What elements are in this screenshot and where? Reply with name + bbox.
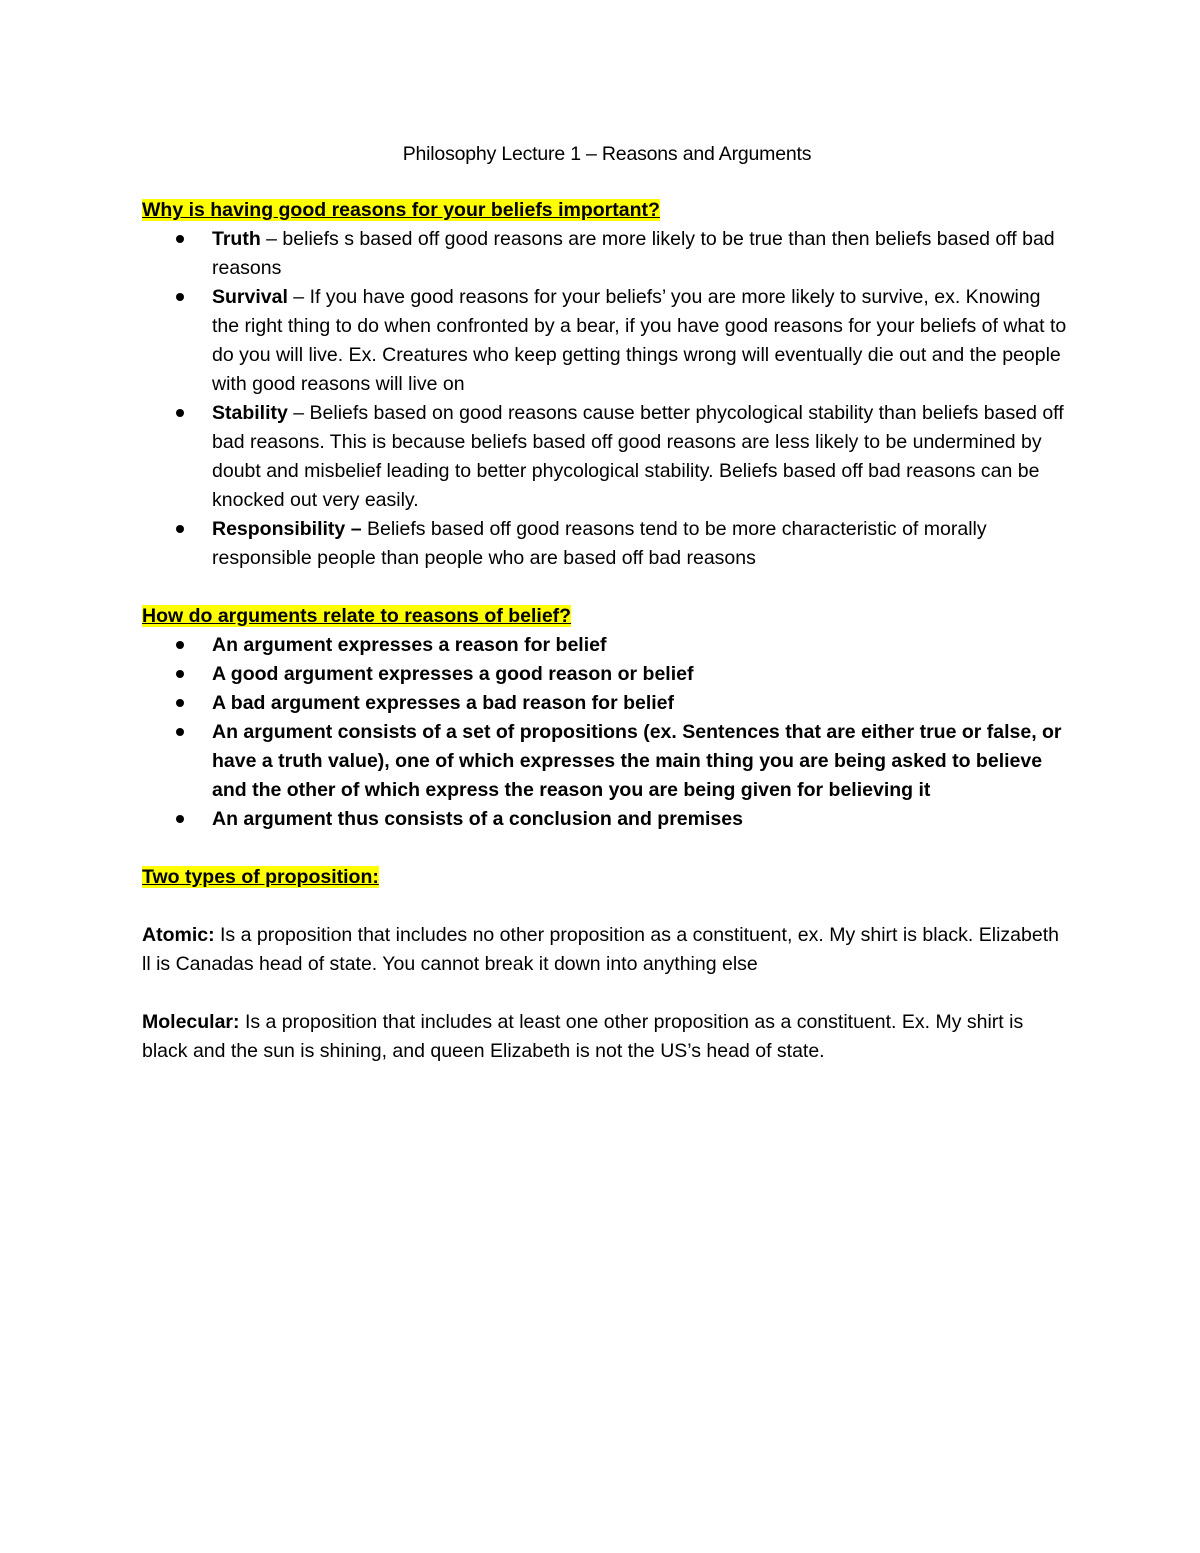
spacer [142,834,1072,863]
spacer [142,979,1072,1008]
molecular-term: Molecular: [142,1011,240,1033]
list-item [142,225,1072,283]
list-item [142,515,1072,573]
list-item-text: – Beliefs based on good reasons cause better phycological stability than beliefs based off bad reasons. This is because beliefs based off good reasons are less likely to be undermined by doubt and misbelief leading to better phycological stability. Beliefs based off bad reasons can be knocked out very easily. [212,402,1064,511]
section-heading-reasons-text: Why is having good reasons for your beliefs important? [142,199,660,221]
document-page [142,140,1072,1066]
molecular-text: Is a proposition that includes at least one other proposition as a constituent. Ex. My shirt is black and the sun is shining, and queen Elizabeth is not the US’s head of state. [142,1011,1024,1062]
list-item-text: – beliefs s based off good reasons are more likely to be true than then beliefs based off bad reasons [212,228,1055,279]
molecular-paragraph [142,1008,1072,1066]
section-heading-proposition [142,863,1072,892]
section-heading-arguments [142,602,1072,631]
section-heading-reasons [142,196,1072,225]
list-item: An argument consists of a set of propositions (ex. Sentences that are either true or false, or have a truth value), one of which expresses the main thing you are being asked to believe and the other of which express the reason you are being given for believing it [142,718,1072,805]
document-title: Philosophy Lecture 1 – Reasons and Arguments [402,143,812,165]
list-item: An argument thus consists of a conclusion and premises [142,805,1072,834]
list-item [142,399,1072,515]
list-item-term: Survival [212,286,288,308]
reasons-list [142,225,1072,573]
atomic-text: Is a proposition that includes no other proposition as a constituent, ex. My shirt is black. Elizabeth ll is Canadas head of state. You cannot break it down into anything else [142,924,1059,975]
section-heading-proposition-text: Two types of proposition: [142,866,379,888]
list-item-term: Responsibility – [212,518,362,540]
list-item-term: Stability [212,402,288,424]
list-item-text: – If you have good reasons for your beliefs’ you are more likely to survive, ex. Knowing the right thing to do when confronted by a bear, if you have good reasons for your beliefs of what to do you will live. Ex. Creatures who keep getting things wrong will eventually die out and the people with good reasons will live on [212,286,1067,395]
list-item-text: Beliefs based off good reasons tend to be more characteristic of morally responsible people than people who are based off bad reasons [212,518,987,569]
list-item-term: Truth [212,228,261,250]
list-item: A good argument expresses a good reason or belief [142,660,1072,689]
spacer [142,892,1072,921]
arguments-list [142,631,1072,834]
atomic-term: Atomic: [142,924,215,946]
list-item: An argument expresses a reason for belief [142,631,1072,660]
section-heading-arguments-text: How do arguments relate to reasons of belief? [142,605,572,627]
atomic-paragraph [142,921,1072,979]
list-item: A bad argument expresses a bad reason for belief [142,689,1072,718]
list-item [142,283,1072,399]
spacer [142,573,1072,602]
